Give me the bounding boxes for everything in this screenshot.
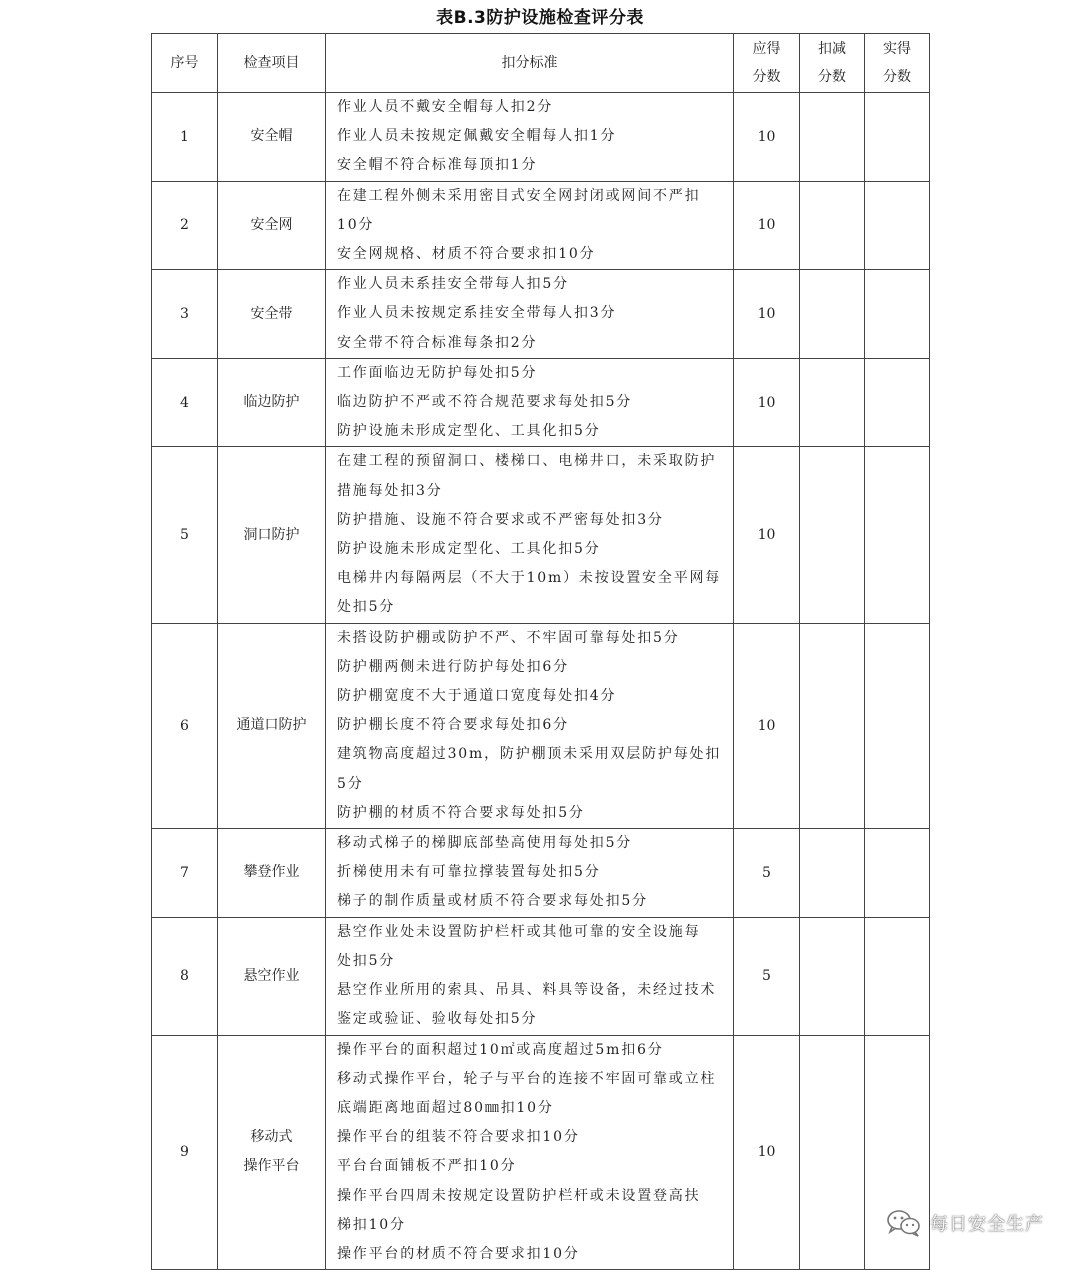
row-due-score: 5 xyxy=(734,917,800,1035)
row-seq: 5 xyxy=(152,447,218,623)
header-seq: 序号 xyxy=(152,34,218,93)
criteria-line: 作业人员未按规定佩戴安全帽每人扣1分 xyxy=(337,128,617,145)
criteria-line: 操作平台的面积超过10㎡或高度超过5m扣6分 xyxy=(337,1041,664,1058)
row-due-score: 10 xyxy=(734,358,800,447)
header-row xyxy=(152,34,930,93)
header-deducted-score-line: 分数 xyxy=(818,69,846,85)
row-due-score: 10 xyxy=(734,181,800,270)
row-criteria xyxy=(326,623,734,828)
row-item-line: 安全网 xyxy=(250,216,293,233)
row-criteria xyxy=(326,181,734,270)
table-row xyxy=(152,181,930,270)
criteria-line: 作业人员未按规定系挂安全带每人扣3分 xyxy=(337,305,617,322)
header-deducted-score xyxy=(800,34,865,93)
row-due-score: 10 xyxy=(734,623,800,828)
row-seq: 9 xyxy=(152,1035,218,1270)
criteria-line: 5分 xyxy=(337,775,364,792)
criteria-line: 在建工程外侧未采用密目式安全网封闭或网间不严扣 xyxy=(337,187,701,204)
row-deducted-score[interactable] xyxy=(800,623,865,828)
criteria-line: 处扣5分 xyxy=(337,952,396,969)
table-title: 表B.3防护设施检查评分表 xyxy=(436,8,644,28)
criteria-line: 移动式梯子的梯脚底部垫高使用每处扣5分 xyxy=(337,835,633,852)
criteria-line: 防护设施未形成定型化、工具化扣5分 xyxy=(337,423,601,440)
criteria-line: 移动式操作平台，轮子与平台的连接不牢固可靠或立柱 xyxy=(337,1070,717,1087)
row-deducted-score[interactable] xyxy=(800,358,865,447)
row-deducted-score[interactable] xyxy=(800,829,865,918)
row-seq: 7 xyxy=(152,829,218,918)
row-item-line: 操作平台 xyxy=(243,1158,300,1175)
criteria-line: 防护棚长度不符合要求每处扣6分 xyxy=(337,717,569,734)
row-actual-score[interactable] xyxy=(865,917,930,1035)
row-deducted-score[interactable] xyxy=(800,1035,865,1270)
row-due-score: 10 xyxy=(734,1035,800,1270)
row-criteria xyxy=(326,447,734,623)
row-item-line: 移动式 xyxy=(250,1129,293,1146)
criteria-line: 安全带不符合标准每条扣2分 xyxy=(337,334,538,351)
table-row xyxy=(152,447,930,623)
criteria-line: 悬空作业所用的索具、吊具、料具等设备，未经过技术 xyxy=(337,982,717,999)
criteria-line: 处扣5分 xyxy=(337,599,396,616)
row-deducted-score[interactable] xyxy=(800,93,865,182)
row-due-score: 10 xyxy=(734,447,800,623)
row-item-line: 洞口防护 xyxy=(243,526,300,543)
row-actual-score[interactable] xyxy=(865,358,930,447)
criteria-line: 措施每处扣3分 xyxy=(337,482,443,499)
row-actual-score[interactable] xyxy=(865,270,930,359)
table-row xyxy=(152,829,930,918)
row-actual-score[interactable] xyxy=(865,829,930,918)
criteria-line: 底端距离地面超过80㎜扣10分 xyxy=(337,1099,554,1116)
row-seq: 8 xyxy=(152,917,218,1035)
wechat-icon xyxy=(886,1209,922,1237)
criteria-line: 在建工程的预留洞口、楼梯口、电梯井口，未采取防护 xyxy=(337,453,717,470)
criteria-line: 折梯使用未有可靠拉撑装置每处扣5分 xyxy=(337,864,601,881)
row-due-score: 10 xyxy=(734,93,800,182)
criteria-line: 平台台面铺板不严扣10分 xyxy=(337,1158,517,1175)
watermark xyxy=(886,1209,1044,1237)
table-row xyxy=(152,93,930,182)
header-due-score-line: 应得 xyxy=(752,41,781,57)
row-seq: 4 xyxy=(152,358,218,447)
row-item xyxy=(218,447,326,623)
criteria-line: 梯扣10分 xyxy=(337,1216,406,1233)
row-item xyxy=(218,181,326,270)
row-item xyxy=(218,623,326,828)
row-seq: 6 xyxy=(152,623,218,828)
criteria-line: 防护棚宽度不大于通道口宽度每处扣4分 xyxy=(337,688,617,705)
row-item-line: 安全帽 xyxy=(250,128,293,145)
criteria-line: 安全帽不符合标准每顶扣1分 xyxy=(337,157,538,174)
criteria-line: 建筑物高度超过30m，防护棚顶未采用双层防护每处扣 xyxy=(337,746,722,763)
row-actual-score[interactable] xyxy=(865,623,930,828)
table-row xyxy=(152,1035,930,1270)
header-criteria: 扣分标准 xyxy=(326,34,734,93)
row-item-line: 通道口防护 xyxy=(236,717,307,734)
criteria-line: 操作平台四周未按规定设置防护栏杆或未设置登高扶 xyxy=(337,1187,701,1204)
criteria-line: 未搭设防护棚或防护不严、不牢固可靠每处扣5分 xyxy=(337,629,680,646)
table-row xyxy=(152,358,930,447)
row-item-line: 攀登作业 xyxy=(243,864,300,881)
criteria-line: 梯子的制作质量或材质不符合要求每处扣5分 xyxy=(337,893,648,910)
criteria-line: 安全网规格、材质不符合要求扣10分 xyxy=(337,246,596,263)
row-item xyxy=(218,829,326,918)
row-item xyxy=(218,917,326,1035)
header-deducted-score-line: 扣减 xyxy=(818,41,846,57)
row-criteria xyxy=(326,1035,734,1270)
row-item xyxy=(218,358,326,447)
row-criteria xyxy=(326,917,734,1035)
table-row xyxy=(152,623,930,828)
table-body xyxy=(152,93,930,1270)
row-item-line: 悬空作业 xyxy=(243,967,300,984)
row-item-line: 安全带 xyxy=(250,305,293,322)
row-deducted-score[interactable] xyxy=(800,270,865,359)
criteria-line: 作业人员未系挂安全带每人扣5分 xyxy=(337,276,569,293)
row-item xyxy=(218,270,326,359)
watermark-text: 每日安全生产 xyxy=(930,1214,1044,1235)
row-seq: 3 xyxy=(152,270,218,359)
criteria-line: 悬空作业处未设置防护栏杆或其他可靠的安全设施每 xyxy=(337,923,701,940)
row-deducted-score[interactable] xyxy=(800,181,865,270)
row-due-score: 10 xyxy=(734,270,800,359)
criteria-line: 防护棚的材质不符合要求每处扣5分 xyxy=(337,804,585,821)
row-actual-score[interactable] xyxy=(865,181,930,270)
header-actual-score xyxy=(865,34,930,93)
row-due-score: 5 xyxy=(734,829,800,918)
criteria-line: 电梯井内每隔两层（不大于10m）未按设置安全平网每 xyxy=(337,570,722,587)
row-seq: 2 xyxy=(152,181,218,270)
criteria-line: 防护棚两侧未进行防护每处扣6分 xyxy=(337,658,569,675)
table-row xyxy=(152,270,930,359)
table-row xyxy=(152,917,930,1035)
criteria-line: 操作平台的材质不符合要求扣10分 xyxy=(337,1245,580,1262)
row-item-line: 临边防护 xyxy=(243,394,300,411)
row-actual-score[interactable] xyxy=(865,93,930,182)
criteria-line: 作业人员不戴安全帽每人扣2分 xyxy=(337,99,554,115)
score-table xyxy=(151,33,930,1270)
header-item: 检查项目 xyxy=(218,34,326,93)
row-seq: 1 xyxy=(152,93,218,182)
row-item xyxy=(218,93,326,182)
criteria-line: 临边防护不严或不符合规范要求每处扣5分 xyxy=(337,394,633,411)
criteria-line: 10分 xyxy=(337,216,375,233)
criteria-line: 工作面临边无防护每处扣5分 xyxy=(337,364,538,381)
header-due-score xyxy=(734,34,800,93)
row-criteria xyxy=(326,829,734,918)
row-deducted-score[interactable] xyxy=(800,917,865,1035)
row-criteria xyxy=(326,358,734,447)
criteria-line: 防护设施未形成定型化、工具化扣5分 xyxy=(337,541,601,558)
header-due-score-line: 分数 xyxy=(752,69,781,85)
row-criteria xyxy=(326,93,734,182)
header-actual-score-line: 实得 xyxy=(883,41,911,57)
header-actual-score-line: 分数 xyxy=(883,69,911,85)
criteria-line: 鉴定或验证、验收每处扣5分 xyxy=(337,1011,538,1028)
criteria-line: 防护措施、设施不符合要求或不严密每处扣3分 xyxy=(337,511,664,528)
row-item xyxy=(218,1035,326,1270)
row-deducted-score[interactable] xyxy=(800,447,865,623)
row-criteria xyxy=(326,270,734,359)
criteria-line: 操作平台的组装不符合要求扣10分 xyxy=(337,1129,580,1146)
row-actual-score[interactable] xyxy=(865,447,930,623)
